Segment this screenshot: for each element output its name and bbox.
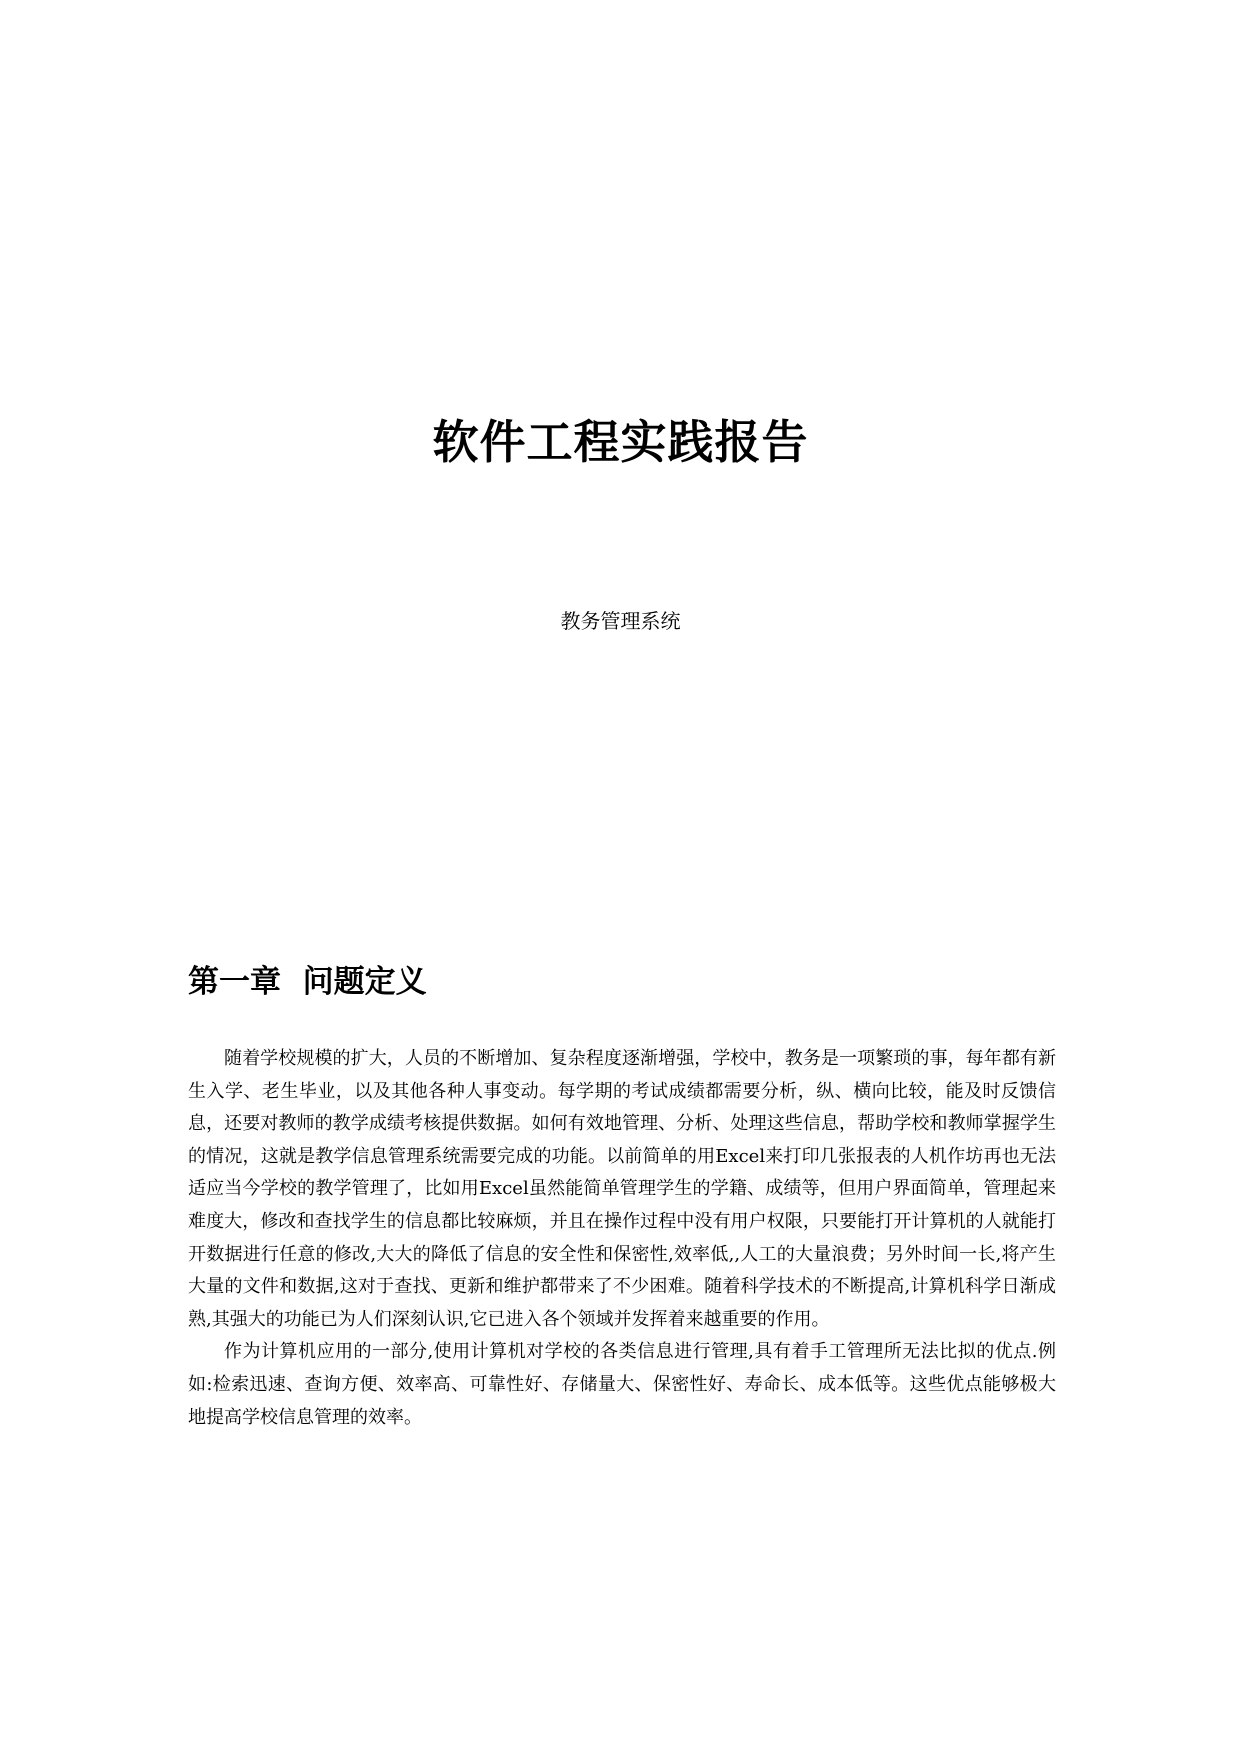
body-paragraph: 随着学校规模的扩大，人员的不断增加、复杂程度逐渐增强，学校中，教务是一项繁琐的事，每年都有新生入学、老生毕业，以及其他各种人事变动。每学期的考试成绩都需要分析，纵、横向比较，能及时反馈信息，还要对教师的教学成绩考核提供数据。如何有效地管理、分析、处理这些信息，帮助学校和教师掌握学生的情况，这就是教学信息管理系统需要完成的功能。以前简单的用Excel来打印几张报表的人机作坊再也无法适应当今学校的教学管理了，比如用Excel虽然能简单管理学生的学籍、成绩等，但用户界面简单，管理起来难度大，修改和查找学生的信息都比较麻烦，并且在操作过程中没有用户权限，只要能打开计算机的人就能打开数据进行任意的修改,大大的降低了信息的安全性和保密性,效率低,,人工的大量浪费；另外时间一长,将产生大量的文件和数据,这对于查找、更新和维护都带来了不少困难。随着科学技术的不断提高,计算机科学日渐成熟,其强大的功能已为人们深刻认识,它已进入各个领域并发挥着来越重要的作用。 bbox=[188, 1048, 1056, 1330]
report-subtitle: 教务管理系统 bbox=[560, 609, 681, 633]
report-title: 软件工程实践报告 bbox=[432, 415, 809, 469]
body-paragraph: 作为计算机应用的一部分,使用计算机对学校的各类信息进行管理,具有着手工管理所无法比拟的优点.例如:检索迅速、查询方便、效率高、可靠性好、存储量大、保密性好、寿命长、成本低等。这些优点能够极大地提高学校信息管理的效率。 bbox=[188, 1341, 1056, 1428]
chapter-body bbox=[188, 1043, 1056, 1434]
chapter-heading: 第一章 问题定义 bbox=[188, 964, 427, 1000]
